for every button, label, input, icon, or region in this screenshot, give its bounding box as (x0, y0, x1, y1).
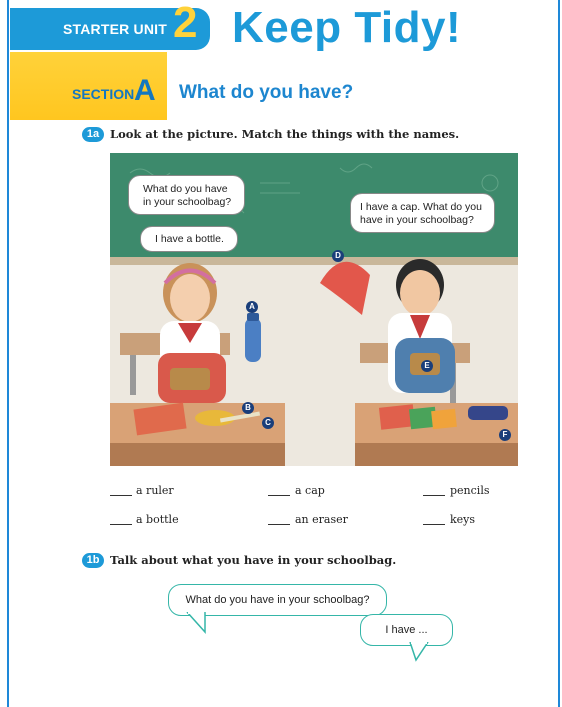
item-eraser: an eraser (295, 513, 348, 526)
section-title: What do you have? (179, 82, 354, 103)
boy-bubble-line2: have in your schoolbag? (360, 214, 474, 226)
classroom-illustration (110, 153, 518, 466)
girl-question-line2: in your schoolbag? (143, 196, 232, 208)
girl-answer-text: I have a bottle. (155, 233, 224, 245)
marker-b: B (242, 402, 254, 414)
answer-blank-eraser[interactable] (268, 524, 290, 525)
activity-1a-badge: 1a (82, 127, 104, 142)
answer-bubble-tail (408, 642, 432, 662)
item-cap: a cap (295, 484, 325, 497)
item-ruler: a ruler (136, 484, 174, 497)
girl-answer-bubble (140, 226, 238, 252)
answer-blank-ruler[interactable] (110, 495, 132, 496)
page-border-left (7, 0, 9, 707)
boy-bubble (350, 193, 495, 233)
marker-a: A (246, 301, 258, 313)
activity-1b-instruction: Talk about what you have in your schoolbag. (110, 553, 397, 567)
unit-label: STARTER UNIT (63, 21, 168, 37)
answer-blank-keys[interactable] (423, 524, 445, 525)
activity-1b-badge: 1b (82, 553, 104, 568)
marker-d: D (332, 250, 344, 262)
section-letter: A (134, 74, 156, 107)
unit-number: 2 (173, 0, 198, 47)
unit-title: Keep Tidy! (232, 3, 462, 52)
answer-blank-bottle[interactable] (110, 524, 132, 525)
item-pencils: pencils (450, 484, 490, 497)
marker-f: F (499, 429, 511, 441)
activity-1a-instruction: Look at the picture. Match the things with the names. (110, 127, 460, 141)
answer-bubble: I have ... (360, 614, 453, 646)
section-label: SECTION (72, 86, 135, 102)
marker-e: E (421, 360, 433, 372)
girl-question-line1: What do you have (143, 183, 228, 195)
item-bottle: a bottle (136, 513, 179, 526)
answer-blank-cap[interactable] (268, 495, 290, 496)
marker-c: C (262, 417, 274, 429)
girl-question-bubble (128, 175, 245, 215)
page-border-right (558, 0, 560, 707)
question-bubble-tail (185, 612, 211, 634)
boy-bubble-line1: I have a cap. What do you (360, 201, 482, 213)
question-bubble: What do you have in your schoolbag? (168, 584, 387, 616)
item-keys: keys (450, 513, 476, 526)
answer-blank-pencils[interactable] (423, 495, 445, 496)
